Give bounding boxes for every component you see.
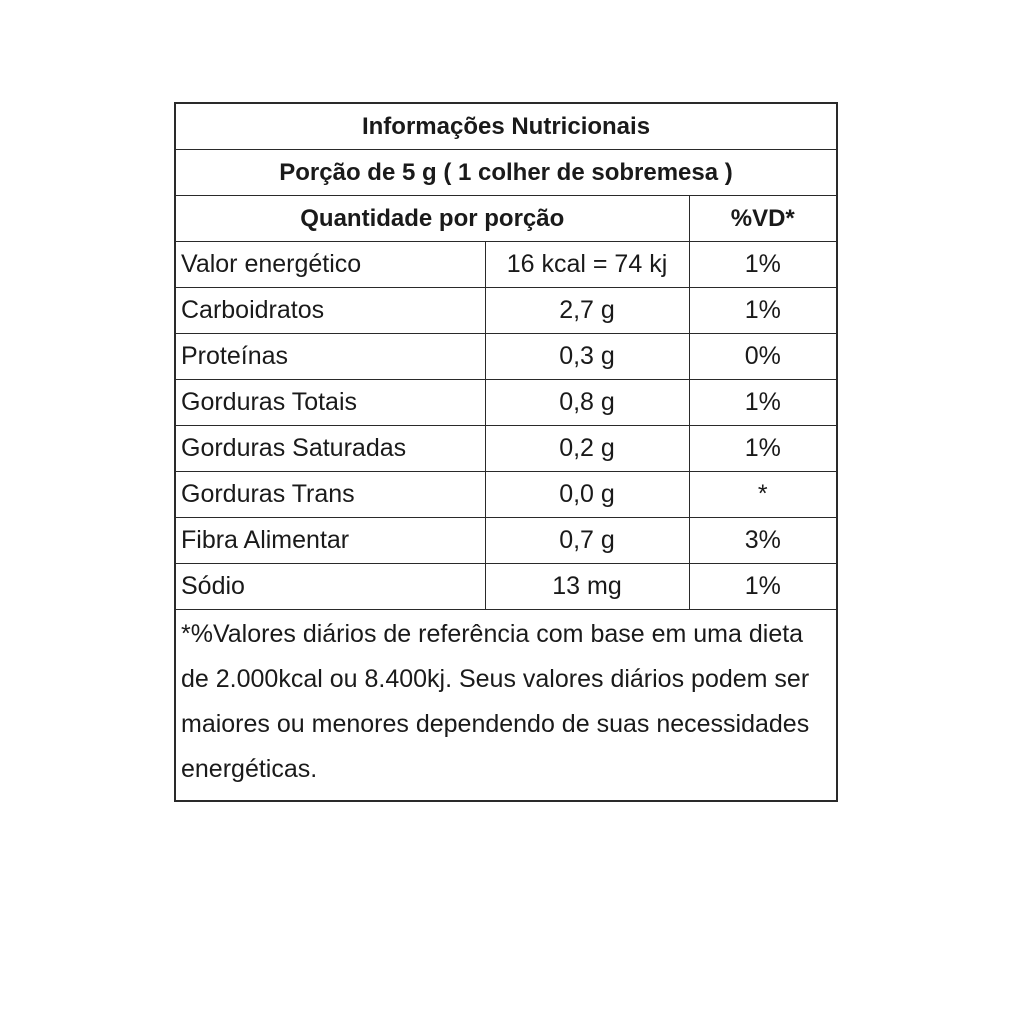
- serving-row: [175, 150, 837, 196]
- nutrient-name: Gorduras Trans: [175, 472, 485, 518]
- title-row: [175, 103, 837, 150]
- table-row: [175, 288, 837, 334]
- footnote-text: *%Valores diários de referência com base em uma dieta de 2.000kcal ou 8.400kj. Seus valores diários podem ser maiores ou menores dependendo de suas necessidades energéticas.: [175, 610, 837, 802]
- header-quantity: Quantidade por porção: [175, 196, 689, 242]
- nutrient-name: Valor energético: [175, 242, 485, 288]
- nutrient-dv: *: [689, 472, 837, 518]
- nutrient-amount: 2,7 g: [485, 288, 689, 334]
- nutrient-name: Fibra Alimentar: [175, 518, 485, 564]
- nutrient-amount: 0,2 g: [485, 426, 689, 472]
- nutrient-name: Proteínas: [175, 334, 485, 380]
- nutrition-facts-table: [174, 102, 838, 802]
- footnote-row: [175, 610, 837, 802]
- column-header-row: [175, 196, 837, 242]
- table-row: [175, 334, 837, 380]
- nutrient-amount: 0,0 g: [485, 472, 689, 518]
- nutrient-dv: 1%: [689, 380, 837, 426]
- nutrient-dv: 1%: [689, 242, 837, 288]
- nutrient-name: Carboidratos: [175, 288, 485, 334]
- nutrient-amount: 0,8 g: [485, 380, 689, 426]
- table-row: [175, 426, 837, 472]
- nutrient-amount: 0,7 g: [485, 518, 689, 564]
- nutrient-dv: 3%: [689, 518, 837, 564]
- nutrient-amount: 13 mg: [485, 564, 689, 610]
- nutrient-amount: 16 kcal = 74 kj: [485, 242, 689, 288]
- nutrient-dv: 0%: [689, 334, 837, 380]
- nutrient-dv: 1%: [689, 426, 837, 472]
- table-title: Informações Nutricionais: [175, 103, 837, 150]
- nutrient-name: Gorduras Totais: [175, 380, 485, 426]
- serving-size: Porção de 5 g ( 1 colher de sobremesa ): [175, 150, 837, 196]
- header-dv: %VD*: [689, 196, 837, 242]
- table-row: [175, 518, 837, 564]
- table-row: [175, 380, 837, 426]
- nutrient-dv: 1%: [689, 564, 837, 610]
- nutrient-amount: 0,3 g: [485, 334, 689, 380]
- table-row: [175, 472, 837, 518]
- table-row: [175, 242, 837, 288]
- table-row: [175, 564, 837, 610]
- nutrient-name: Sódio: [175, 564, 485, 610]
- nutrient-dv: 1%: [689, 288, 837, 334]
- nutrient-name: Gorduras Saturadas: [175, 426, 485, 472]
